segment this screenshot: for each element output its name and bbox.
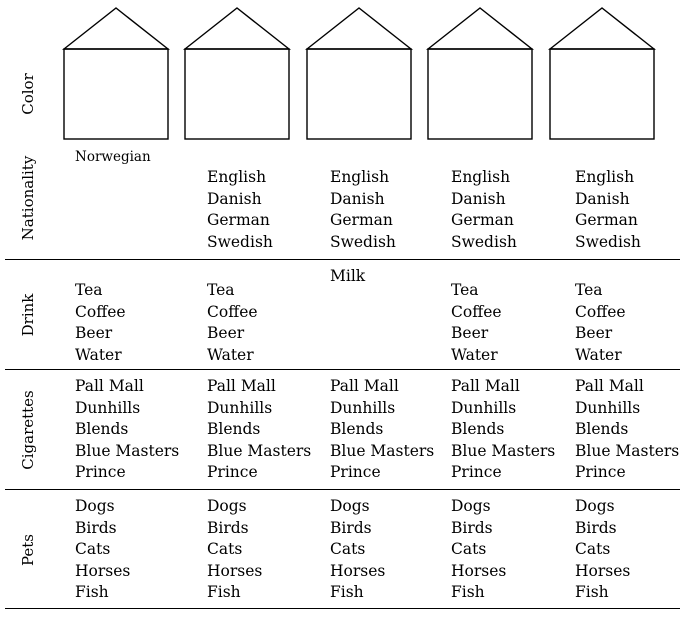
row-label-pets: Pets <box>19 533 37 567</box>
cigarette-option: Blends <box>575 420 629 439</box>
cigarette-option: Blends <box>330 420 384 439</box>
drink-option: Tea <box>575 281 603 299</box>
cigarette-option: Pall Mall <box>207 377 276 395</box>
row-label-drink: Drink <box>19 293 37 337</box>
cigarettes-house-4 <box>451 376 555 484</box>
cigarette-option: Prince <box>451 463 502 482</box>
drink-house-3 <box>330 266 365 288</box>
drink-option: Water <box>75 345 122 364</box>
drink-option: Coffee <box>75 302 126 321</box>
pet-option: Horses <box>575 561 631 580</box>
nationality-house-4 <box>451 167 517 253</box>
nationality-house-2 <box>207 167 273 253</box>
cigarette-option: Blue Masters <box>451 441 556 460</box>
pet-option: Birds <box>451 518 493 537</box>
drink-option: Coffee <box>207 302 258 321</box>
cigarette-option: Blue Masters <box>207 441 312 460</box>
divider-nationality-drink <box>5 259 680 260</box>
nationality-option: German <box>575 211 638 230</box>
cigarettes-house-3 <box>330 376 434 484</box>
divider-cigarettes-pets <box>5 489 680 490</box>
pet-option: Dogs <box>330 497 370 515</box>
cigarette-option: Prince <box>575 463 626 482</box>
cigarette-option: Pall Mall <box>75 377 144 395</box>
drink-option: Tea <box>207 281 235 299</box>
cigarette-option: Pall Mall <box>330 377 399 395</box>
pet-option: Fish <box>75 583 109 602</box>
nationality-option: Danish <box>207 189 262 208</box>
cigarettes-house-1 <box>75 376 179 484</box>
cigarettes-house-2 <box>207 376 311 484</box>
cigarette-option: Blue Masters <box>330 441 435 460</box>
pet-option: Birds <box>207 518 249 537</box>
drink-house-2 <box>207 280 258 366</box>
cigarette-option: Blends <box>75 420 129 439</box>
drink-house-5 <box>575 280 626 366</box>
drink-option: Beer <box>75 324 113 343</box>
nationality-option: German <box>330 211 393 230</box>
drink-option: Tea <box>75 281 103 299</box>
nationality-house-3 <box>330 167 396 253</box>
drink-option: Water <box>207 345 254 364</box>
pet-option: Fish <box>330 583 364 602</box>
pet-option: Fish <box>451 583 485 602</box>
divider-drink-cigarettes <box>5 369 680 370</box>
pet-option: Cats <box>207 540 243 559</box>
drink-option: Coffee <box>451 302 502 321</box>
pet-option: Cats <box>575 540 611 559</box>
nationality-option: English <box>451 168 511 186</box>
nationality-option: Swedish <box>575 232 641 251</box>
pets-house-2 <box>207 496 262 604</box>
nationality-house-1 <box>75 149 151 165</box>
nationality-house-5 <box>575 167 641 253</box>
pet-option: Cats <box>330 540 366 559</box>
cigarette-option: Dunhills <box>75 398 141 417</box>
cigarettes-house-5 <box>575 376 679 484</box>
drink-option: Beer <box>207 324 245 343</box>
pet-option: Dogs <box>451 497 491 515</box>
house-2-icon <box>184 7 290 141</box>
drink-option: Milk <box>330 267 366 285</box>
drink-option: Water <box>575 345 622 364</box>
pet-option: Horses <box>75 561 131 580</box>
pet-option: Dogs <box>575 497 615 515</box>
drink-option: Coffee <box>575 302 626 321</box>
house-4-icon <box>427 7 533 141</box>
drink-option: Water <box>451 345 498 364</box>
drink-house-4 <box>451 280 502 366</box>
pets-house-3 <box>330 496 385 604</box>
pet-option: Horses <box>451 561 507 580</box>
pet-option: Birds <box>575 518 617 537</box>
house-3-icon <box>306 7 412 141</box>
cigarette-option: Dunhills <box>330 398 396 417</box>
nationality-option: English <box>207 168 267 186</box>
cigarette-option: Blends <box>207 420 261 439</box>
nationality-option: English <box>330 168 390 186</box>
cigarette-option: Prince <box>330 463 381 482</box>
cigarette-option: Dunhills <box>207 398 273 417</box>
row-label-cigarettes: Cigarettes <box>19 390 37 470</box>
nationality-option: Danish <box>330 189 385 208</box>
cigarette-option: Prince <box>207 463 258 482</box>
divider-bottom <box>5 608 680 609</box>
pet-option: Horses <box>207 561 263 580</box>
pets-house-4 <box>451 496 506 604</box>
nationality-option: English <box>575 168 635 186</box>
nationality-option: Swedish <box>207 232 273 251</box>
drink-option: Beer <box>575 324 613 343</box>
row-label-color: Color <box>19 73 37 115</box>
pet-option: Birds <box>330 518 372 537</box>
cigarette-option: Pall Mall <box>575 377 644 395</box>
pet-option: Cats <box>451 540 487 559</box>
nationality-option: Norwegian <box>75 149 151 165</box>
pets-house-1 <box>75 496 130 604</box>
cigarette-option: Blue Masters <box>575 441 680 460</box>
nationality-option: Swedish <box>330 232 396 251</box>
pet-option: Dogs <box>207 497 247 515</box>
cigarette-option: Pall Mall <box>451 377 520 395</box>
nationality-option: Danish <box>575 189 630 208</box>
cigarette-option: Dunhills <box>575 398 641 417</box>
nationality-option: Danish <box>451 189 506 208</box>
pet-option: Fish <box>575 583 609 602</box>
pet-option: Fish <box>207 583 241 602</box>
nationality-option: German <box>207 211 270 230</box>
cigarette-option: Prince <box>75 463 126 482</box>
cigarette-option: Blue Masters <box>75 441 180 460</box>
nationality-option: German <box>451 211 514 230</box>
pets-house-5 <box>575 496 630 604</box>
drink-option: Tea <box>451 281 479 299</box>
cigarette-option: Blends <box>451 420 505 439</box>
pet-option: Horses <box>330 561 386 580</box>
pet-option: Cats <box>75 540 111 559</box>
nationality-option: Swedish <box>451 232 517 251</box>
drink-house-1 <box>75 280 126 366</box>
cigarette-option: Dunhills <box>451 398 517 417</box>
house-5-icon <box>549 7 655 141</box>
pet-option: Dogs <box>75 497 115 515</box>
drink-option: Beer <box>451 324 489 343</box>
row-label-nationality: Nationality <box>19 155 37 241</box>
pet-option: Birds <box>75 518 117 537</box>
house-1-icon <box>63 7 169 141</box>
